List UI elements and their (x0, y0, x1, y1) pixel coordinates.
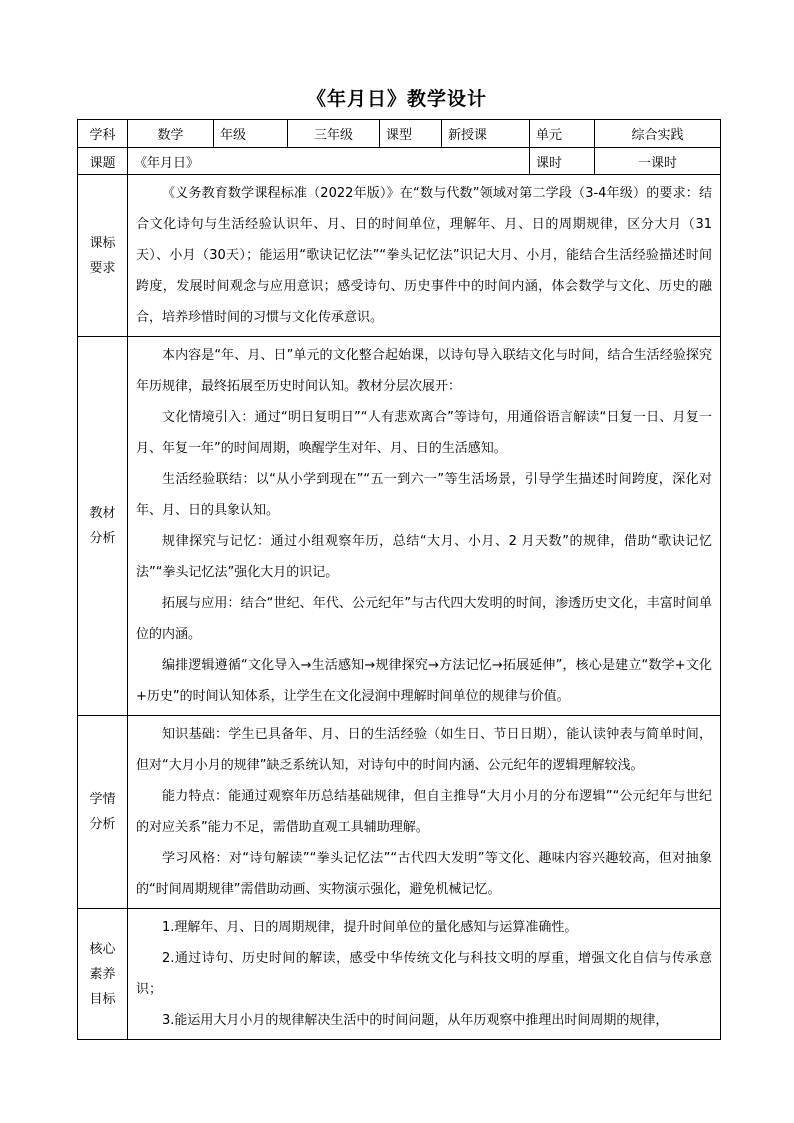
subject-label: 学科 (78, 120, 128, 148)
topic-label: 课题 (78, 148, 128, 175)
students-label: 学情 分析 (78, 716, 128, 909)
goals-row (78, 909, 721, 1040)
textbook-paragraph: 文化情境引入：通过“明日复明日”“人有悲欢离合”等诗句，用通俗语言解读“日复一日、月复一月、年复一年”的时间周期，唤醒学生对年、月、日的生活感知。 (136, 410, 712, 456)
students-paragraph: 能力特点：能通过观察年历总结基础规律，但自主推导“大月小月的分布逻辑”“公元纪年与世纪的对应关系”能力不足，需借助直观工具辅助理解。 (136, 789, 712, 835)
students-paragraph: 知识基础：学生已具备年、月、日的生活经验（如生日、节日日期），能认读钟表与简单时间，但对“大月小月的规律”缺乏系统认知，对诗句中的时间内涵、公元纪年的逻辑理解较浅。 (136, 727, 712, 773)
students-content (128, 716, 721, 909)
goals-paragraph: 2.通过诗句、历史时间的解读，感受中华传统文化与科技文明的厚重，增强文化自信与传承意识； (136, 951, 712, 997)
goals-label: 核心 素养 目标 (78, 909, 128, 1040)
goals-paragraph: 1.理解年、月、日的周期规律，提升时间单位的量化感知与运算准确性。 (162, 920, 578, 935)
textbook-paragraph: 拓展与应用：结合“世纪、年代、公元纪年”与古代四大发明的时间，渗透历史文化，丰富时间单位的内涵。 (136, 596, 712, 642)
subject-value: 数学 (128, 120, 214, 148)
hours-value: 一课时 (595, 148, 721, 175)
document-title: 《年月日》教学设计 (306, 88, 487, 110)
grade-value: 三年级 (288, 120, 380, 148)
standards-row (78, 175, 721, 337)
goals-paragraph: 3.能运用大月小月的规律解决生活中的时间问题，从年历观察中推理出时间周期的规律， (162, 1013, 669, 1028)
textbook-paragraph: 编排逻辑遵循“文化导入→生活感知→规律探究→方法记忆→拓展延伸”，核心是建立“数学+文化+历史”的时间认知体系，让学生在文化浸润中理解时间单位的规律与价值。 (136, 658, 712, 704)
goals-content (128, 909, 721, 1040)
hours-label: 课时 (530, 148, 595, 175)
textbook-row (78, 337, 721, 716)
topic-value: 《年月日》 (128, 148, 530, 175)
textbook-content (128, 337, 721, 716)
students-paragraph: 学习风格：对“诗句解读”“拳头记忆法”“古代四大发明”等文化、趣味内容兴趣较高，但对抽象的“时间周期规律”需借助动画、实物演示强化，避免机械记忆。 (136, 851, 712, 897)
topic-row (78, 148, 721, 175)
standards-text: 《义务教育数学课程标准（2022年版）》在“数与代数”领域对第二学段（3-4年级）的要求：结合文化诗句与生活经验认识年、月、日的时间单位，理解年、月、日的周期规律，区分大月（31天）、小月（30天）；能运用“歌诀记忆法”“拳头记忆法”识记大月、小月，能结合生活经验描述时间跨度，发展时间观念与应用意识；感受诗句、历史事件中的时间内涵，体会数学与文化、历史的融合，培养珍惜时间的习惯与文化传承意识。 (136, 186, 712, 325)
unit-label: 单元 (530, 120, 595, 148)
textbook-paragraph: 生活经验联结：以“从小学到现在”“五一到六一”等生活场景，引导学生描述时间跨度，深化对年、月、日的具象认知。 (136, 472, 712, 518)
type-value: 新授课 (442, 120, 530, 148)
unit-value: 综合实践 (595, 120, 721, 148)
textbook-label: 教材 分析 (78, 337, 128, 716)
type-label: 课型 (380, 120, 442, 148)
grade-label: 年级 (214, 120, 288, 148)
textbook-paragraph: 规律探究与记忆：通过小组观察年历，总结“大月、小月、2 月天数”的规律，借助“歌诀记忆法”“拳头记忆法”强化大月的识记。 (136, 534, 712, 580)
header-row (78, 120, 721, 148)
students-row (78, 716, 721, 909)
textbook-paragraph: 本内容是“年、月、日”单元的文化整合起始课，以诗句导入联结文化与时间，结合生活经验探究年历规律，最终拓展至历史时间认知。教材分层次展开： (136, 348, 712, 394)
lesson-plan-table (77, 119, 721, 1040)
standards-content (128, 175, 721, 337)
standards-label: 课标 要求 (78, 175, 128, 337)
